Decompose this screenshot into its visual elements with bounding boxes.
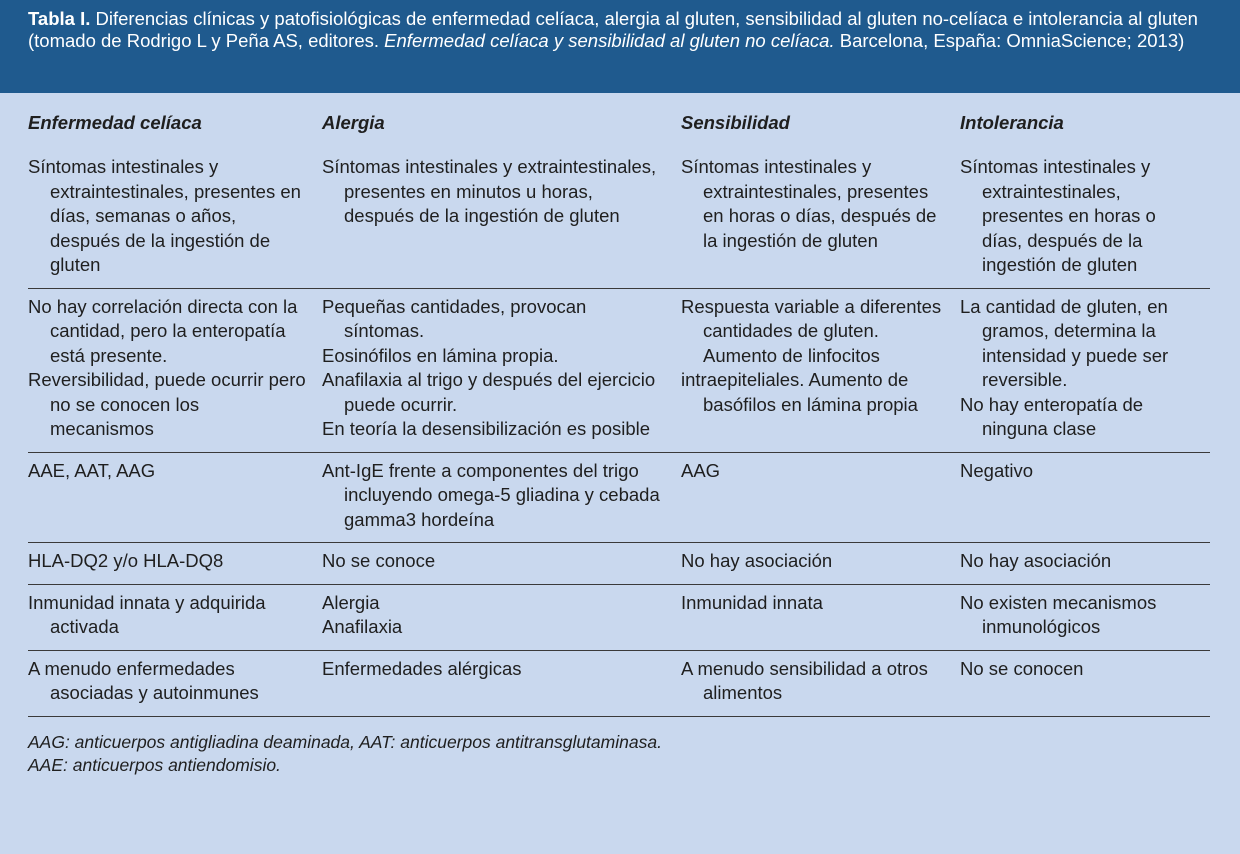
cell-text: Síntomas intestinales y extraintestinales, presentes en días, semanas o años, después de la ingestión de gluten xyxy=(28,156,301,275)
table-cell xyxy=(322,288,681,452)
cell-text: Reversibilidad, puede ocurrir pero no se conocen los mecanismos xyxy=(28,369,306,439)
table-container xyxy=(0,93,1240,717)
table-cell xyxy=(322,149,681,288)
cell-text: A menudo enfermedades asociadas y autoinmunes xyxy=(28,657,259,703)
cell-text: Inmunidad innata xyxy=(681,591,823,613)
caption-source: Barcelona, España: OmniaScience; 2013) xyxy=(834,30,1185,51)
table-cell xyxy=(960,543,1210,585)
table-cell xyxy=(681,452,960,543)
cell-text: En teoría la desensibilización es posible xyxy=(322,418,651,439)
cell-text: No se conocen xyxy=(960,657,1084,679)
cell-text: Ant-IgE frente a componentes del trigo incluyendo omega-5 gliadina y cebada gamma3 hordeína xyxy=(322,459,660,530)
table-cell xyxy=(322,650,681,716)
table-cell xyxy=(322,452,681,543)
table-cell xyxy=(681,288,960,452)
caption-text: Diferencias clínicas y patofisiológicas de enfermedad celíaca, alergia al gluten, sensibilidad al gluten no-celíaca e intolerancia al gluten (tomado de Rodrigo L y Peña AS, editores. xyxy=(28,8,1198,51)
cell-text: intraepiteliales. Aumento de basófilos en lámina propia xyxy=(681,369,918,415)
table-caption xyxy=(0,0,1240,93)
cell-text: Negativo xyxy=(960,459,1034,481)
cell-text: Pequeñas cantidades, provocan síntomas. xyxy=(322,295,587,341)
cell-text: No hay enteropatía de ninguna clase xyxy=(960,393,1144,439)
table-cell xyxy=(28,288,322,452)
table-cell xyxy=(322,584,681,650)
column-header: Alergia xyxy=(322,112,385,133)
cell-text: Eosinófilos en lámina propia. xyxy=(322,344,559,366)
cell-text: Respuesta variable a diferentes cantidades de gluten. Aumento de linfocitos xyxy=(681,295,942,366)
table-cell xyxy=(681,149,960,288)
footnote: AAE: anticuerpos antiendomisio. xyxy=(28,754,281,775)
table-cell xyxy=(960,584,1210,650)
cell-text: HLA-DQ2 y/o HLA-DQ8 xyxy=(28,550,224,571)
table-cell xyxy=(960,452,1210,543)
table-cell xyxy=(681,543,960,585)
cell-text: A menudo sensibilidad a otros alimentos xyxy=(681,657,928,703)
footnotes xyxy=(0,717,1240,777)
table-cell xyxy=(681,584,960,650)
cell-text: No hay asociación xyxy=(960,550,1112,571)
table-cell xyxy=(960,650,1210,716)
table-row xyxy=(28,584,1210,650)
table-cell xyxy=(681,650,960,716)
caption-book-title: Enfermedad celíaca y sensibilidad al gluten no celíaca. xyxy=(384,30,835,51)
table-cell xyxy=(28,584,322,650)
table-cell xyxy=(28,650,322,716)
column-header: Sensibilidad xyxy=(681,112,790,133)
cell-text: No existen mecanismos inmunológicos xyxy=(960,591,1157,637)
cell-text: Síntomas intestinales y extraintestinales, presentes en minutos u horas, después de la ingestión de gluten xyxy=(322,156,657,226)
table-row xyxy=(28,650,1210,716)
cell-text: Inmunidad innata y adquirida activada xyxy=(28,591,266,637)
cell-text: Enfermedades alérgicas xyxy=(322,657,522,679)
cell-text: No hay asociación xyxy=(681,550,833,571)
table-cell xyxy=(322,543,681,585)
cell-text: Anafilaxia al trigo y después del ejercicio puede ocurrir. xyxy=(322,369,656,415)
table-cell xyxy=(28,452,322,543)
table-row xyxy=(28,149,1210,288)
table-body xyxy=(28,149,1210,716)
footnote: AAG: anticuerpos antigliadina deaminada, AAT: anticuerpos antitransglutaminasa. xyxy=(28,731,662,752)
cell-text: Síntomas intestinales y extraintestinales, presentes en horas o días, después de la ingestión de gluten xyxy=(960,156,1156,275)
column-header: Enfermedad celíaca xyxy=(28,112,202,133)
caption-label: Tabla I. xyxy=(28,8,91,29)
cell-text: No se conoce xyxy=(322,550,436,571)
table-cell xyxy=(960,288,1210,452)
cell-text: Alergia xyxy=(322,591,380,613)
cell-text: La cantidad de gluten, en gramos, determina la intensidad y puede ser reversible. xyxy=(960,295,1169,390)
header-row xyxy=(28,93,1210,149)
table-cell xyxy=(28,149,322,288)
table-row xyxy=(28,452,1210,543)
cell-text: AAE, AAT, AAG xyxy=(28,459,156,481)
cell-text: AAG xyxy=(681,459,721,481)
cell-text: No hay correlación directa con la cantidad, pero la enteropatía está presente. xyxy=(28,295,298,366)
comparison-table xyxy=(28,93,1210,717)
cell-text: Anafilaxia xyxy=(322,616,403,637)
cell-text: Síntomas intestinales y extraintestinales, presentes en horas o días, después de la ingestión de gluten xyxy=(681,156,937,251)
table-cell xyxy=(960,149,1210,288)
column-header: Intolerancia xyxy=(960,112,1064,133)
table-row xyxy=(28,288,1210,452)
table-row xyxy=(28,543,1210,585)
table-cell xyxy=(28,543,322,585)
